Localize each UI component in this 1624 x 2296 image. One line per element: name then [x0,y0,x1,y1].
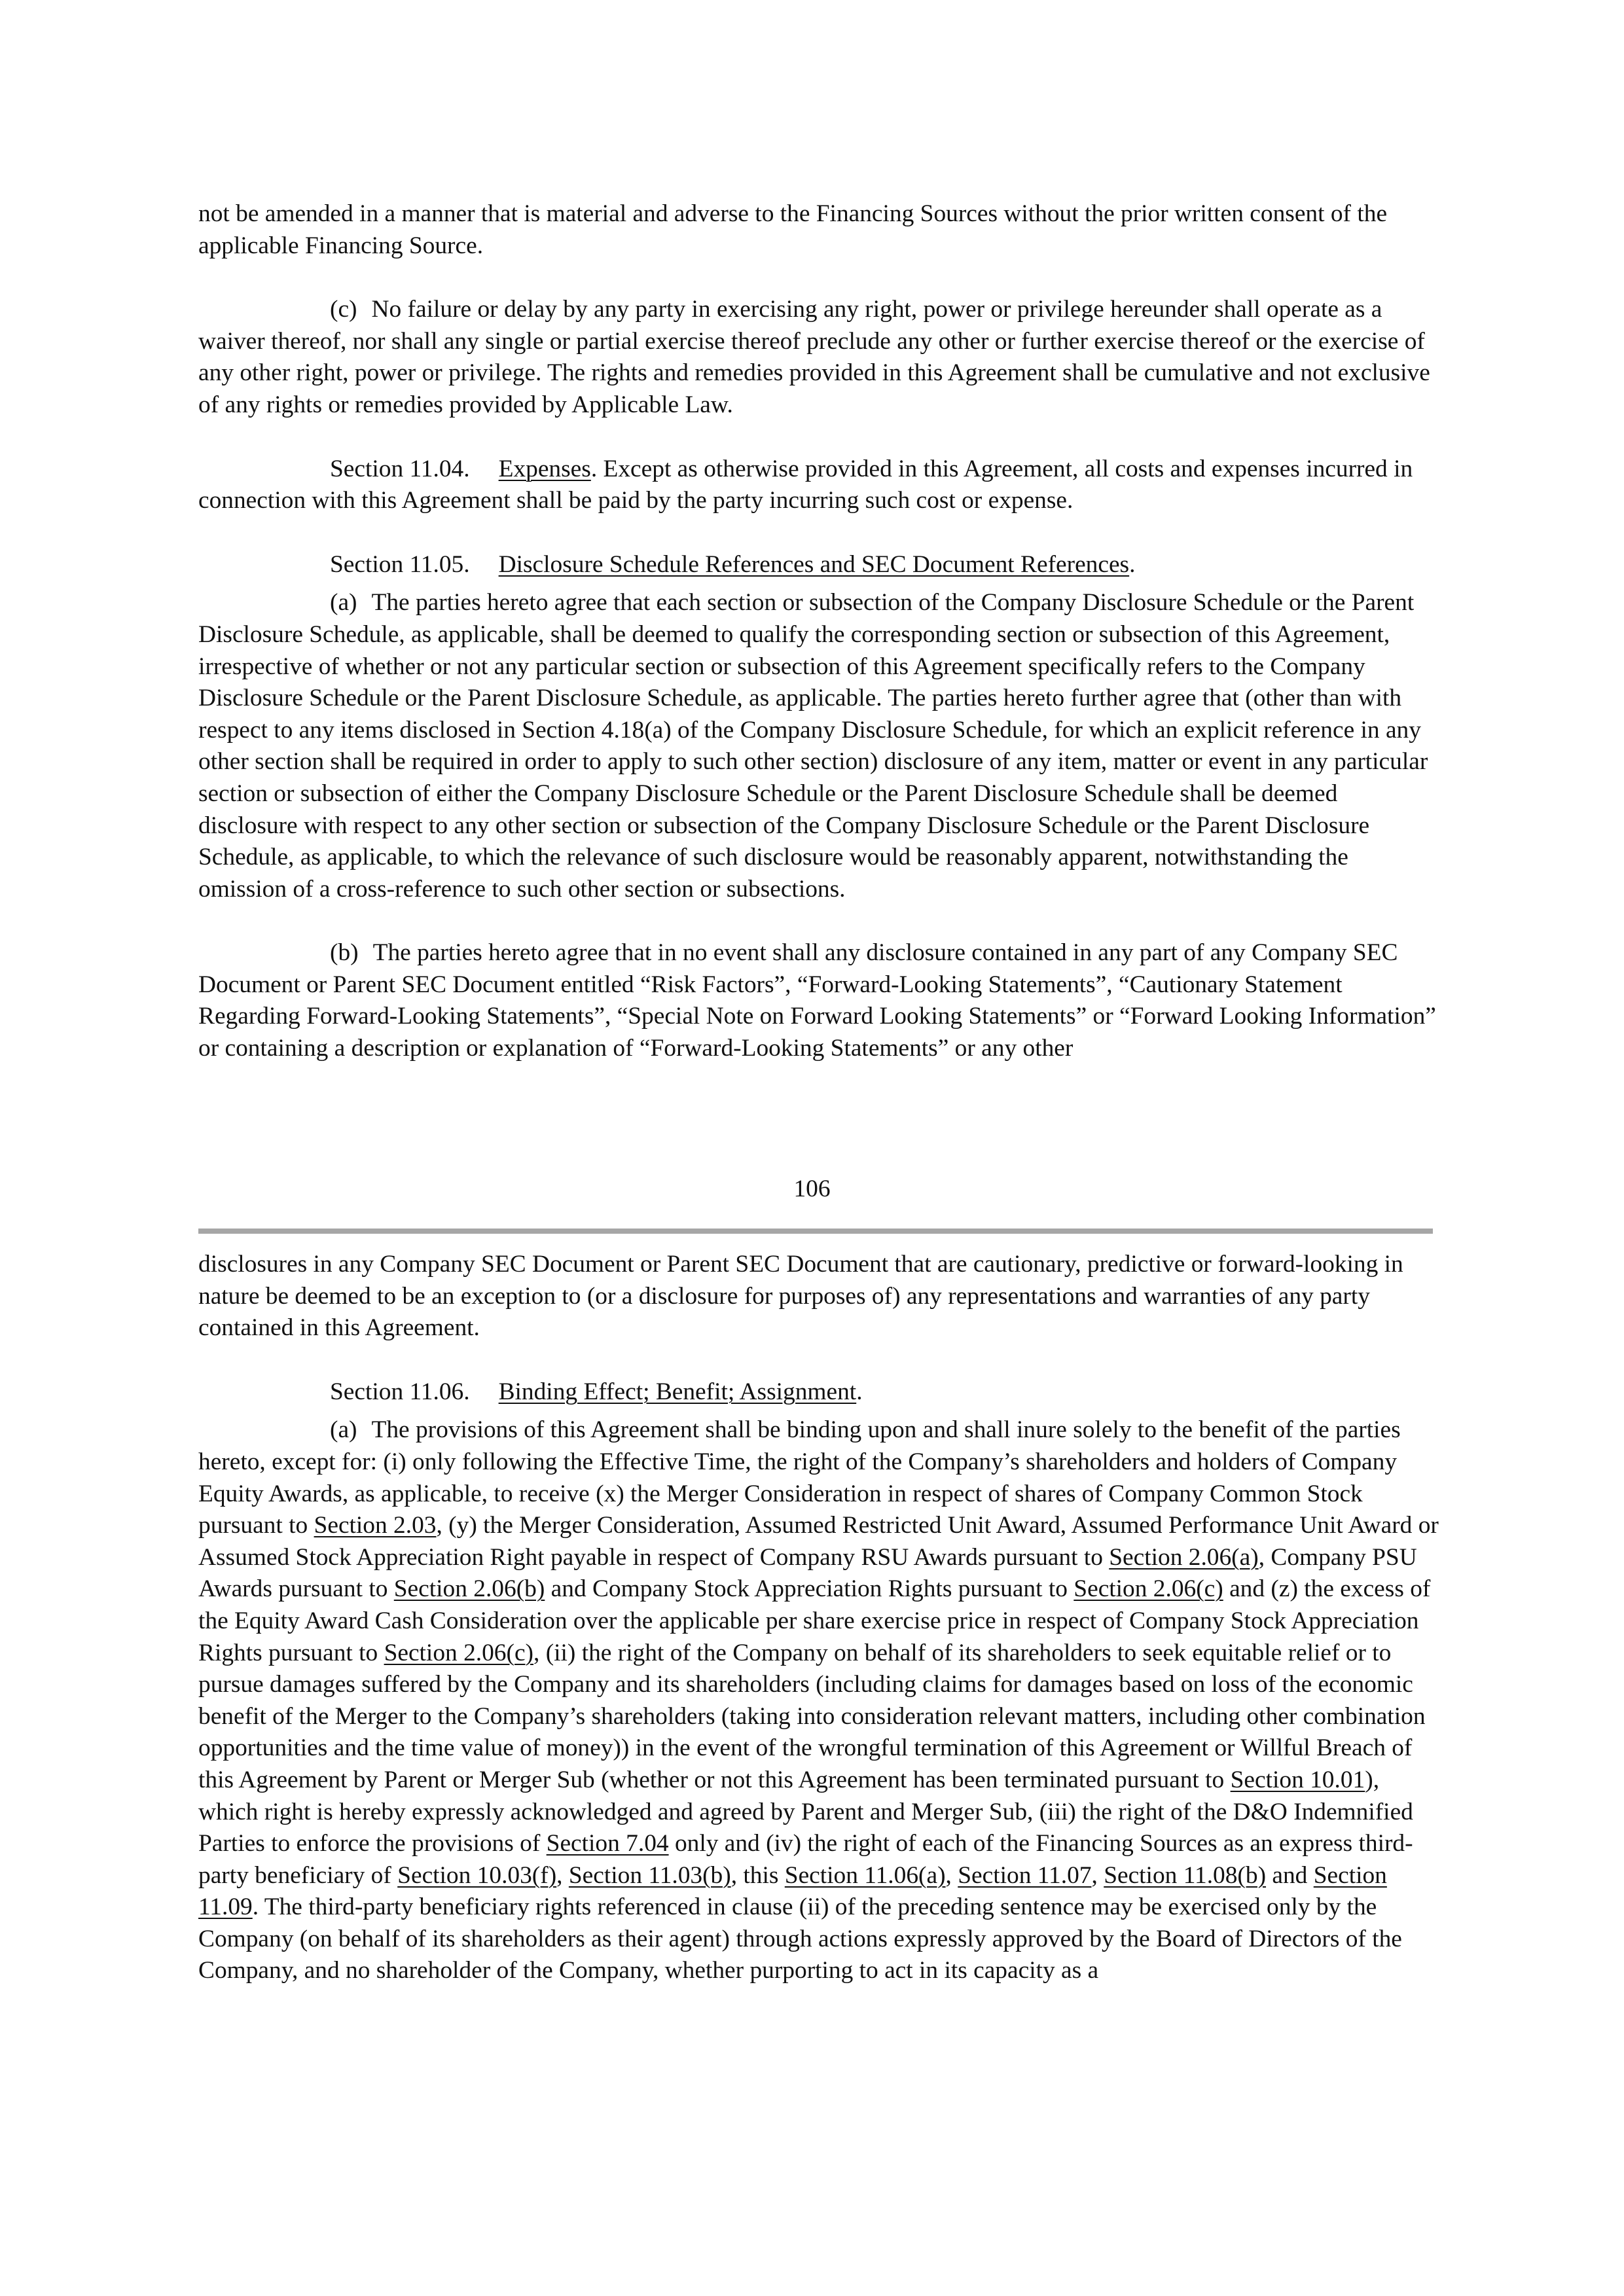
cross-reference: Section 11.08(b) [1104,1861,1267,1889]
section-title: Expenses [498,455,591,482]
cross-reference: Section 10.01 [1230,1766,1365,1793]
clause-text: and [1266,1861,1314,1889]
clause-text: , this [731,1861,785,1889]
clause-label: (b) [330,939,359,967]
clause-text: . The third-party beneficiary rights referenced in clause (ii) of the preceding sentence may be exercised only by the Company (on behalf of its shareholders as their agent) through actions expressly approved by the Board of Directors of the Company, and no shareholder of the Company, whether purporting to act in its capacity as a [198,1893,1402,1984]
page-break-divider [198,1229,1433,1234]
section-11-06-heading [198,1376,1442,1408]
section-11-06-a [198,1414,1442,1987]
cross-reference: Section 11.07 [958,1861,1092,1889]
section-number: Section 11.05. [330,550,470,578]
clause-text: The parties hereto agree that in no event shall any disclosure contained in any part of any Company SEC Document or Parent SEC Document entitled “Risk Factors”, “Forward-Looking Statements”, “Cautionary Statement Regarding Forward-Looking Statements”, “Special Note on Forward Looking Statements” or “Forward Looking Information” or containing a description or explanation of “Forward-Looking Statements” or any other [198,939,1436,1062]
clause-text: No failure or delay by any party in exercising any right, power or privilege hereunder shall operate as a waiver thereof, nor shall any single or partial exercise thereof preclude any other or further exercise thereof or the exercise of any other right, power or privilege. The rights and remedies provided in this Agreement shall be cumulative and not exclusive of any rights or remedies provided by Applicable Law. [198,296,1430,418]
clause-text: , [1091,1861,1104,1889]
carryover-paragraph: disclosures in any Company SEC Document or Parent SEC Document that are cautionary, predictive or forward-looking in nature be deemed to be an exception to (or a disclosure for purposes of) any representations and warranties of any party contained in this Agreement. [198,1251,1403,1342]
clause-text: , Company PSU Awards pursuant to [198,1543,1417,1603]
cross-reference: Section 7.04 [546,1830,669,1857]
clause-text: , (y) the Merger Consideration, Assumed Restricted Unit Award, Assumed Performance Unit Award or Assumed Stock Appreciation Right payable in respect of Company RSU Awards pursuant to [198,1512,1439,1571]
cross-reference: Section 10.03(f) [397,1861,557,1889]
carryover-paragraph: not be amended in a manner that is material and adverse to the Financing Sources without the prior written consent of the applicable Financing Source. [198,200,1388,259]
clause-label: (a) [330,589,357,617]
section-title-period: . [1129,550,1136,578]
clause-text: , [945,1861,958,1889]
section-11-05-heading [198,549,1442,581]
cross-reference: Section 11.03(b) [568,1861,731,1889]
cross-reference: Section 2.06(b) [393,1575,545,1603]
page-number: 106 [793,1175,831,1202]
section-title-period: . [856,1378,863,1405]
clause-text: only and (iv) the right of each of the Financing Sources as an express third-party beneficiary of [198,1830,1413,1889]
cross-reference: Section 2.03 [314,1512,437,1539]
clause-text: and Company Stock Appreciation Rights pursuant to [545,1575,1074,1603]
cross-reference: Section 2.06(c) [1074,1575,1223,1603]
clause-text: ), which right is hereby expressly acknowledged and agreed by Parent and Merger Sub, (iii) the right of the D&O Indemnified Parties to enforce the provisions of [198,1766,1413,1857]
section-11-05-b [198,937,1442,1064]
clause-text: , (ii) the right of the Company on behalf of its shareholders to seek equitable relief or to pursue damages suffered by the Company and its shareholders (including claims for damages based on loss of the economic benefit of the Merger to the Company’s shareholders (taking into consideration relevant matters, including other combination opportunities and the time value of money)) in the event of the wrongful termination of this Agreement or Willful Breach of this Agreement by Parent or Merger Sub (whether or not this Agreement has been terminated pursuant to [198,1639,1426,1793]
clause-label: (a) [330,1416,357,1444]
cross-reference: Section 2.06(c) [384,1639,533,1666]
cross-reference: Section 11.06(a) [784,1861,946,1889]
clause-text: The parties hereto agree that each section or subsection of the Company Disclosure Schedule or the Parent Disclosure Schedule, as applicable, shall be deemed to qualify the corresponding section or subsection of this Agreement, irrespective of whether or not any particular section or subsection of this Agreement specifically refers to the Company Disclosure Schedule or the Parent Disclosure Schedule, as applicable. The parties hereto further agree that (other than with respect to any items disclosed in Section 4.18(a) of the Company Disclosure Schedule, for which an explicit reference in any other section shall be required in order to apply to such other section) disclosure of any item, matter or event in any particular section or subsection of either the Company Disclosure Schedule or the Parent Disclosure Schedule shall be deemed disclosure with respect to any other section or subsection of the Company Disclosure Schedule or the Parent Disclosure Schedule, as applicable, to which the relevance of such disclosure would be reasonably apparent, notwithstanding the omission of a cross-reference to such other section or subsections. [198,589,1428,903]
section-11-04 [198,454,1442,517]
clause-label: (c) [330,296,357,323]
clause-text: The provisions of this Agreement shall be binding upon and shall inure solely to the benefit of the parties hereto, except for: (i) only following the Effective Time, the right of the Company’s shareholders and holders of Company Equity Awards, as applicable, to receive (x) the Merger Consideration in respect of shares of Company Common Stock pursuant to [198,1416,1401,1539]
page-107-body [198,1249,1442,1987]
section-text: . Except as otherwise provided in this Agreement, all costs and expenses incurred in connection with this Agreement shall be paid by the party incurring such cost or expense. [198,455,1413,514]
section-number: Section 11.04. [330,455,470,482]
clause-text: , [556,1861,569,1889]
section-title: Binding Effect; Benefit; Assignment [498,1378,857,1405]
section-11-05-a [198,587,1442,905]
section-title: Disclosure Schedule References and SEC Document References [498,550,1130,578]
cross-reference: Section 11.09 [198,1861,1387,1921]
cross-reference: Section 2.06(a) [1109,1543,1259,1571]
clause-text: and (z) the excess of the Equity Award Cash Consideration over the applicable per share exercise price in respect of Company Stock Appreciation Rights pursuant to [198,1575,1431,1666]
paragraph-c [198,294,1442,421]
section-number: Section 11.06. [330,1378,470,1405]
page-106-body [198,198,1442,1065]
